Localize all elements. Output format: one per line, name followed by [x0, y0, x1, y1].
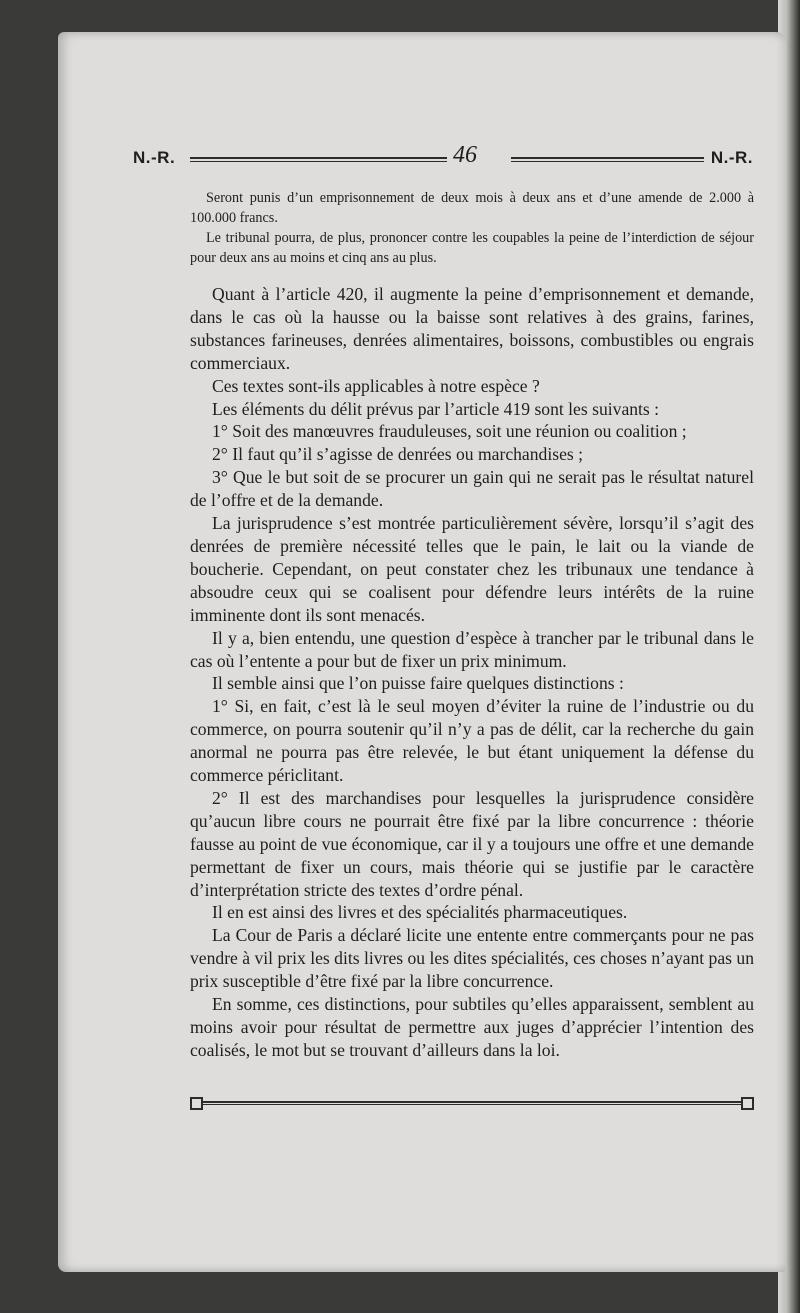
list-item: 1° Si, en fait, c’est là le seul moyen d’éviter la ruine de l’industrie ou du commerce, on pourra soutenir qu’il n’y a pas de délit, car la recherche du gain anormal ne pourra pas être relevée, le but étant uniquement la défense du commerce périclitant. [190, 696, 754, 786]
footer-rule-line [202, 1101, 742, 1105]
body-text [190, 283, 754, 1062]
quoted-law-text [190, 188, 754, 268]
law-paragraph: Seront punis d’un emprisonnement de deux mois à deux ans et d’une amende de 2.000 à 100.000 francs. [190, 190, 754, 226]
header-left-label: N.-R. [133, 148, 176, 167]
body-paragraph: Il en est ainsi des livres et des spécialités pharmaceutiques. [212, 902, 628, 923]
list-item: 3° Que le but soit de se procurer un gain qui ne serait pas le résultat naturel de l’offre et de la demande. [190, 467, 754, 511]
body-paragraph: La Cour de Paris a déclaré licite une entente entre commerçants pour ne pas vendre à vil prix les dits livres ou les dites spécialités, ces choses n’ayant pas un prix susceptible d’être fixé par la libre concurrence. [190, 925, 754, 992]
body-paragraph: Il semble ainsi que l’on puisse faire quelques distinctions : [212, 673, 624, 694]
header-rule-left [190, 157, 447, 162]
list-item: 1° Soit des manœuvres frauduleuses, soit une réunion ou coalition ; [212, 421, 687, 442]
page-number: 46 [453, 142, 477, 168]
header-rule-right [511, 157, 704, 162]
law-paragraph: Le tribunal pourra, de plus, prononcer contre les coupables la peine de l’interdiction de séjour pour deux ans au moins et cinq ans au plus. [190, 230, 754, 266]
list-item: 2° Il faut qu’il s’agisse de denrées ou marchandises ; [212, 444, 584, 465]
body-paragraph: Ces textes sont-ils applicables à notre espèce ? [212, 375, 540, 396]
list-item: 2° Il est des marchandises pour lesquelles la jurisprudence considère qu’aucun libre cours ne pourrait être fixé par la libre concurrence : théorie fausse au point de vue économique, car il y a toujours une offre et une demande permettant de fixer un cours, mais théorie qui se justifie par le caractère d’interprétation stricte des textes d’ordre pénal. [190, 787, 754, 900]
body-paragraph: Il y a, bien entendu, une question d’espèce à trancher par le tribunal dans le cas où l’entente a pour but de fixer un prix minimum. [190, 627, 754, 671]
body-paragraph: Quant à l’article 420, il augmente la peine d’emprisonnement et demande, dans le cas où la hausse ou la baisse sont relatives à des grains, farines, substances farineuses, denrées alimentaires, boissons, combustibles ou engrais commerciaux. [190, 284, 754, 373]
body-paragraph: En somme, ces distinctions, pour subtiles qu’elles apparaissent, semblent au moins avoir pour résultat de permettre aux juges d’apprécier l’intention des coalisés, le mot but se trouvant d’ailleurs dans la loi. [190, 994, 754, 1060]
footer-rule-end-right [741, 1097, 754, 1110]
running-header [133, 142, 753, 172]
body-paragraph: La jurisprudence s’est montrée particulièrement sévère, lorsqu’il s’agit des denrées de première nécessité telles que le pain, le lait ou la viande de boucherie. Cependant, on peut constater chez les tribunaux une tendance à absoudre ceux qui se coalisent pour défendre leurs intérêts de la ruine imminente dont ils sont menacés. [190, 513, 754, 625]
header-right-label: N.-R. [710, 148, 753, 167]
footer-ornament-rule [190, 1097, 754, 1109]
footer-rule-end-left [190, 1097, 203, 1110]
body-paragraph: Les éléments du délit prévus par l’article 419 sont les suivants : [212, 398, 660, 419]
